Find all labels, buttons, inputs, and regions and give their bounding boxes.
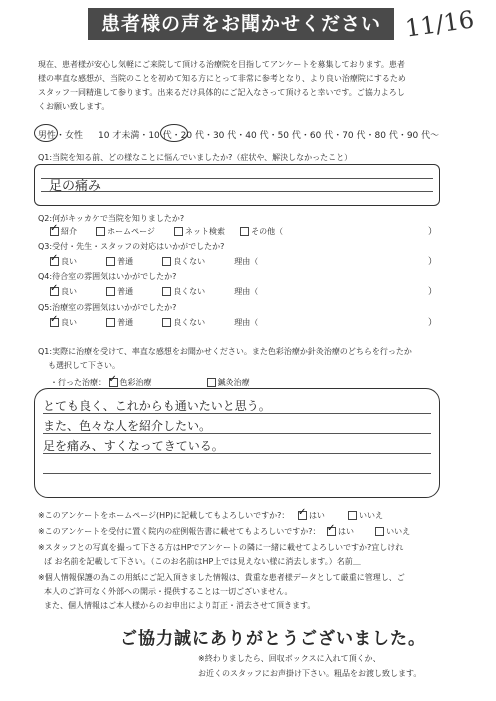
q5-reason-label: 理由（ bbox=[234, 318, 259, 327]
q4-checkbox-normal[interactable] bbox=[106, 287, 115, 296]
q3-option-label: 普通 bbox=[117, 257, 134, 266]
q4-option-label: 良い bbox=[61, 287, 77, 296]
consent-photo-line: ※スタッフとの写真を撮って下さる方はHPでアンケートの隣に一緒に載せてよろしいですか?宜しけれ bbox=[38, 543, 404, 552]
q5-checkbox-bad[interactable] bbox=[162, 318, 171, 327]
q1-answer-text: 足の痛み bbox=[49, 179, 102, 194]
gender-circle-mark bbox=[34, 124, 58, 142]
q4-checkbox-good[interactable] bbox=[50, 287, 59, 296]
q2-checkbox-net-search[interactable] bbox=[174, 227, 183, 236]
intro-line: スタッフ一同精進して参ります。出来るだけ具体的にご記入なさって頂けると幸いです。ご協力よろし bbox=[38, 88, 405, 97]
q1-question: Q1:当院を知る前、どの様なことに悩んでいましたか?（症状や、解決しなかったこと） bbox=[38, 153, 353, 162]
consent-report-yes: はい bbox=[338, 527, 355, 536]
q5-checkbox-normal[interactable] bbox=[106, 318, 115, 327]
treatment-checkbox-acupuncture[interactable] bbox=[207, 378, 216, 387]
q3-reason-label: 理由（ bbox=[234, 257, 259, 266]
treatment-checkbox-color[interactable] bbox=[109, 378, 118, 387]
q4-question: Q4:待合室の雰囲気はいかがでしたか? bbox=[38, 272, 177, 281]
consent-hp-no-checkbox[interactable] bbox=[348, 511, 357, 520]
q6-answer-line: また、色々な人を紹介したい。 bbox=[43, 419, 212, 433]
q5-option-label: 良い bbox=[61, 318, 77, 327]
survey-title: 患者様の声をお聞かせください bbox=[88, 8, 394, 40]
q3-close-paren: ） bbox=[428, 257, 438, 267]
q6-answer-line: とても良く、これからも通いたいと思う。 bbox=[43, 399, 271, 413]
consent-report-yes-checkbox[interactable] bbox=[327, 527, 336, 536]
q2-option-label: 紹介 bbox=[61, 227, 77, 236]
age-select[interactable]: 10 才未満・10 代・20 代・30 代・40 代・50 代・60 代・70 代・80 代・90 代～ bbox=[98, 131, 440, 141]
q3-question: Q3:受付・先生・スタッフの対応はいかがでしたか? bbox=[38, 242, 225, 251]
intro-text bbox=[38, 58, 458, 114]
q2-close-paren: ） bbox=[428, 227, 438, 237]
q4-reason-label: 理由（ bbox=[234, 287, 259, 296]
q5-options bbox=[50, 317, 258, 328]
q3-option-label: 良い bbox=[61, 257, 77, 266]
intro-line: 現在、患者様が安心し気軽にご来院して頂ける治療院を目指してアンケートを募集しております。患者 bbox=[38, 60, 405, 69]
q3-checkbox-good[interactable] bbox=[50, 257, 59, 266]
q6-answer-box[interactable] bbox=[34, 388, 440, 498]
footer-note: ※終わりましたら、回収ボックスに入れて頂くか、 bbox=[198, 654, 381, 663]
q5-checkbox-good[interactable] bbox=[50, 318, 59, 327]
q4-options bbox=[50, 286, 258, 297]
q5-option-label: 良くない bbox=[173, 318, 206, 327]
consent-hp-yes: はい bbox=[308, 511, 325, 520]
age-circle-mark bbox=[160, 124, 188, 142]
treatment-label: ・行った治療： bbox=[50, 378, 106, 387]
q5-option-label: 普通 bbox=[117, 318, 134, 327]
q6-question-cont: も選択して下さい。 bbox=[48, 361, 120, 370]
intro-line: くお願い致します。 bbox=[38, 102, 110, 111]
q4-option-label: 普通 bbox=[117, 287, 134, 296]
privacy-note: ※個人情報保護の為この用紙にご記入頂きました情報は、貴重な患者様データとして厳重に管理し、ご bbox=[38, 573, 405, 582]
q2-checkbox-homepage[interactable] bbox=[96, 227, 105, 236]
q4-close-paren: ） bbox=[428, 287, 438, 297]
q4-checkbox-bad[interactable] bbox=[162, 287, 171, 296]
q3-checkbox-bad[interactable] bbox=[162, 257, 171, 266]
q6-answer-line: 足を痛み、すくなってきている。 bbox=[43, 439, 224, 453]
q4-option-label: 良くない bbox=[173, 287, 206, 296]
q2-checkbox-other[interactable] bbox=[240, 227, 249, 236]
q2-question: Q2:何がキッカケで当院を知りましたか? bbox=[38, 214, 185, 223]
q2-checkbox-referral[interactable] bbox=[50, 227, 59, 236]
gender-select[interactable]: 男性・女性 bbox=[38, 131, 84, 141]
consent-photo-name[interactable]: ば お名前を記載して下さい。（このお名前はHP上では見えない様に消去します。）名前＿ bbox=[44, 557, 361, 566]
q3-options bbox=[50, 256, 258, 267]
handwritten-date: 11/16 bbox=[403, 5, 476, 43]
consent-hp-yes-checkbox[interactable] bbox=[298, 511, 307, 520]
consent-report-no: いいえ bbox=[386, 527, 411, 536]
treatment-option-label: 鍼灸治療 bbox=[217, 378, 250, 387]
q3-option-label: 良くない bbox=[173, 257, 206, 266]
q6-question: Q1:実際に治療を受けて、率直な感想をお聞かせください。また色彩治療か針灸治療のどちらを行ったか bbox=[38, 347, 412, 356]
q6-treatment-row bbox=[50, 377, 250, 388]
footer-note: お近くのスタッフにお声掛け下さい。粗品をお渡し致します。 bbox=[198, 669, 422, 678]
treatment-option-label: 色彩治療 bbox=[119, 378, 152, 387]
consent-report-text: ※このアンケートを受付に置く院内の症例報告書に載せてもよろしいですか?： bbox=[38, 527, 321, 536]
q2-option-label: ネット検索 bbox=[185, 227, 226, 236]
q5-question: Q5:治療室の雰囲気はいかがでしたか? bbox=[38, 303, 177, 312]
consent-report-no-checkbox[interactable] bbox=[375, 527, 384, 536]
thanks-message: ご協力誠にありがとうございました。 bbox=[120, 629, 426, 649]
intro-line: 様の率直な感想が、当院のことを初めて知る方にとって非常に参考となり、より良い治療院にするため bbox=[38, 74, 406, 83]
q2-option-label: その他（ bbox=[251, 227, 284, 236]
q2-options bbox=[50, 226, 283, 237]
consent-hp-text: ※このアンケートをホームページ(HP)に記載してもよろしいですか?： bbox=[38, 511, 290, 520]
consent-report bbox=[38, 526, 410, 537]
q5-close-paren: ） bbox=[428, 318, 438, 328]
q1-answer-box[interactable] bbox=[34, 164, 440, 206]
privacy-note: 本人のご許可なく外部への開示・提供することは一切ございません。 bbox=[44, 587, 293, 596]
consent-hp-no: いいえ bbox=[359, 511, 384, 520]
q2-option-label: ホームページ bbox=[107, 227, 155, 236]
consent-hp bbox=[38, 510, 383, 521]
answer-line bbox=[43, 473, 431, 474]
privacy-note: また、個人情報はご本人様からのお申出により訂正・消去させて頂きます。 bbox=[44, 601, 316, 610]
q3-checkbox-normal[interactable] bbox=[106, 257, 115, 266]
